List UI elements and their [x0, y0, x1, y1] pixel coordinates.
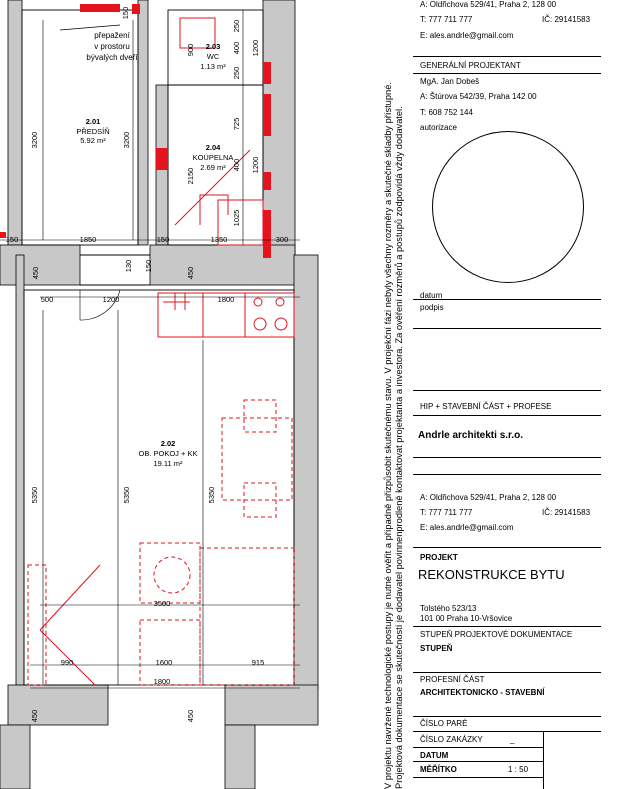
dim-3500: 3500 — [153, 599, 171, 608]
dim-450-c: 450 — [30, 709, 39, 723]
dim-5350-a: 5350 — [30, 486, 39, 504]
dim-990: 990 — [60, 658, 74, 667]
dining-table — [222, 418, 292, 500]
wall-band-right — [150, 245, 295, 285]
table-round-box — [140, 543, 200, 603]
dim-1350: 1350 — [210, 235, 228, 244]
wall-right-room — [294, 255, 318, 690]
divider — [413, 328, 601, 329]
wall-bottom-right — [225, 685, 318, 725]
autorizace-label: autorizace — [420, 123, 457, 132]
company-email: E: ales.andrle@gmail.com — [420, 523, 514, 532]
dim-450-a: 450 — [31, 266, 40, 280]
table-round — [154, 557, 190, 593]
hob-2 — [276, 298, 284, 306]
new-wall-k-3 — [156, 148, 168, 170]
stage-label: STUPEŇ PROJEKTOVÉ DOKUMENTACE — [420, 630, 573, 639]
red-new-walls — [0, 4, 271, 258]
sofa — [200, 548, 294, 685]
divider — [413, 747, 543, 748]
company-name: Andrle architekti s.r.o. — [418, 430, 524, 441]
dim-5350-b: 5350 — [122, 486, 131, 504]
dim-300: 300 — [275, 235, 289, 244]
disclaimer-vertical — [383, 0, 423, 789]
dim-150-v: 150 — [144, 259, 153, 273]
divider — [413, 761, 543, 762]
divider — [413, 415, 601, 416]
hob-1 — [254, 298, 262, 306]
divider — [413, 547, 601, 548]
project-name: REKONSTRUKCE BYTU — [418, 567, 565, 582]
room-2-03-area: 1.13 m² — [200, 62, 226, 71]
dim-2150: 2150 — [186, 167, 195, 185]
dim-1850: 1850 — [79, 235, 97, 244]
dim-3200-a: 3200 — [30, 131, 39, 149]
room-2-02-name: OB. POKOJ + KK — [138, 449, 198, 458]
top-address: A: Oldřichova 529/41, Praha 2, 128 00 — [420, 0, 557, 9]
new-wall-wc-1 — [263, 62, 271, 84]
leader-line — [60, 25, 120, 30]
room-2-04-name: KOUPELNA — [192, 153, 234, 162]
top-email: E: ales.andrle@gmail.com — [420, 31, 514, 40]
wall-band-left — [0, 245, 80, 285]
divider — [413, 390, 601, 391]
part-value: ARCHITEKTONICKO - STAVEBNÍ — [420, 688, 545, 697]
wall-corner-left — [0, 725, 30, 789]
room-2-04-area: 2.69 m² — [200, 163, 226, 172]
part-label: PROFESNÍ ČÁST — [420, 675, 485, 684]
top-ic: IČ: 29141583 — [542, 15, 591, 24]
divider — [413, 56, 601, 57]
wall-bottom-left — [8, 685, 108, 725]
dim-915: 915 — [251, 658, 265, 667]
room-2-03-name: WC — [206, 52, 220, 61]
chair-1 — [244, 400, 276, 432]
dim-1800-b: 1800 — [153, 677, 171, 686]
room-2-03-number: 2.03 — [205, 42, 221, 51]
stages-label: HIP + STAVEBNÍ ČÁST + PROFESE — [420, 402, 552, 411]
stamp-circle — [432, 131, 584, 283]
dim-1200-a: 1200 — [251, 39, 260, 57]
cislo-pare-label: ČÍSLO PARÉ — [420, 719, 468, 728]
rug — [140, 620, 200, 685]
wall-mid-upper — [138, 0, 148, 245]
meritko-label: MĚŘÍTKO — [420, 765, 457, 774]
divider — [413, 672, 601, 673]
meritko-value: 1 : 50 — [508, 765, 529, 774]
dim-450-b: 450 — [186, 266, 195, 280]
dim-1200-b: 1200 — [251, 156, 260, 174]
wall-left-room — [16, 255, 24, 685]
divider — [413, 299, 601, 300]
dim-3200-b: 3200 — [122, 131, 131, 149]
room-2-04-number: 2.04 — [205, 143, 221, 152]
company-address: A: Oldřichova 529/41, Praha 2, 128 00 — [420, 493, 557, 502]
dim-5350-c: 5350 — [207, 486, 216, 504]
podpis-label: podpis — [420, 303, 444, 312]
new-wall-top — [80, 4, 120, 12]
disclaimer-line-2: Projektová dokumentace se skutečností je dodavatel povinnenprodleně kontaktovat projektanta a investora. Za ověření rozměrů a postupů zodpovídá vždy dodavatel. — [394, 106, 404, 789]
gp-label: GENERÁLNÍ PROJEKTANT — [420, 61, 521, 70]
disclaimer-line-1: V projektu navržené technologické postupy je nutné ověřit a případně přizpůsobit skutečnému stavu. V projekční fázi nebyly všechny rozměry a skutečné skladby přístupné. — [383, 82, 393, 789]
hob-3 — [254, 318, 266, 330]
datum-sig-label: datum — [420, 291, 443, 300]
divider — [413, 457, 601, 458]
divider — [413, 73, 601, 74]
wall-corner-right — [225, 725, 255, 789]
room-2-01-area: 5.92 m² — [80, 136, 106, 145]
dim-150-l: 150 — [5, 235, 19, 244]
dim-1200-c: 1200 — [102, 295, 120, 304]
hob-4 — [275, 318, 287, 330]
new-wall-k-1 — [263, 172, 271, 190]
gp-phone: T: 608 752 144 — [420, 108, 473, 117]
door-swing — [40, 565, 100, 685]
stage-value: STUPEŇ — [420, 644, 453, 653]
note-line-1: přepažení — [94, 31, 130, 40]
cislo-zakazky-value: _ — [510, 735, 515, 744]
room-2-02-area: 19.11 m² — [153, 459, 183, 468]
dim-400-a: 400 — [232, 41, 241, 55]
room-2-01-name: PŘEDSÍŇ — [76, 127, 110, 136]
company-phone: T: 777 711 777 — [420, 508, 473, 517]
divider-vertical — [543, 731, 544, 789]
dim-725: 725 — [232, 117, 241, 131]
dim-1800-a: 1800 — [217, 295, 235, 304]
divider — [413, 716, 601, 717]
site-line-2: 101 00 Praha 10-Vršovice — [420, 614, 513, 623]
new-wall-wc-2 — [263, 94, 271, 136]
gp-name: MgA. Jan Dobeš — [420, 77, 480, 86]
divider — [413, 474, 601, 475]
dimension-lines — [0, 10, 300, 688]
dim-1600: 1600 — [155, 658, 173, 667]
new-wall-top-2 — [132, 4, 140, 14]
divider — [413, 777, 543, 778]
dim-900: 900 — [186, 43, 195, 57]
room-obytny-pokoj — [24, 290, 294, 685]
top-phone: T: 777 711 777 — [420, 15, 473, 24]
new-wall-k-2 — [263, 210, 271, 258]
company-ic: IČ: 29141583 — [542, 508, 591, 517]
dim-400-b: 400 — [232, 158, 241, 172]
project-label: PROJEKT — [420, 553, 458, 562]
divider — [413, 626, 601, 627]
dim-150-m: 150 — [156, 235, 170, 244]
dim-1025: 1025 — [232, 209, 241, 227]
note-line-2: v prostoru — [94, 42, 130, 51]
note-line-3: bývalých dveří — [86, 53, 138, 62]
datum-label: DATUM — [420, 751, 449, 760]
dim-250-a: 250 — [232, 19, 241, 33]
dim-500: 500 — [40, 295, 54, 304]
divider — [413, 731, 601, 732]
dim-150-top: 150 — [121, 6, 130, 20]
wall-left-upper — [5, 0, 22, 245]
note — [86, 31, 138, 62]
dim-130: 130 — [124, 259, 133, 273]
gp-address: A: Štúrova 542/39, Praha 142 00 — [420, 92, 537, 101]
room-2-02-number: 2.02 — [160, 439, 176, 448]
cislo-zakazky-label: ČÍSLO ZAKÁZKY — [420, 735, 483, 744]
dim-250-b: 250 — [232, 66, 241, 80]
dim-450-d: 450 — [186, 709, 195, 723]
site-line-1: Tolstého 523/13 — [420, 604, 477, 613]
room-2-01-number: 2.01 — [85, 117, 101, 126]
